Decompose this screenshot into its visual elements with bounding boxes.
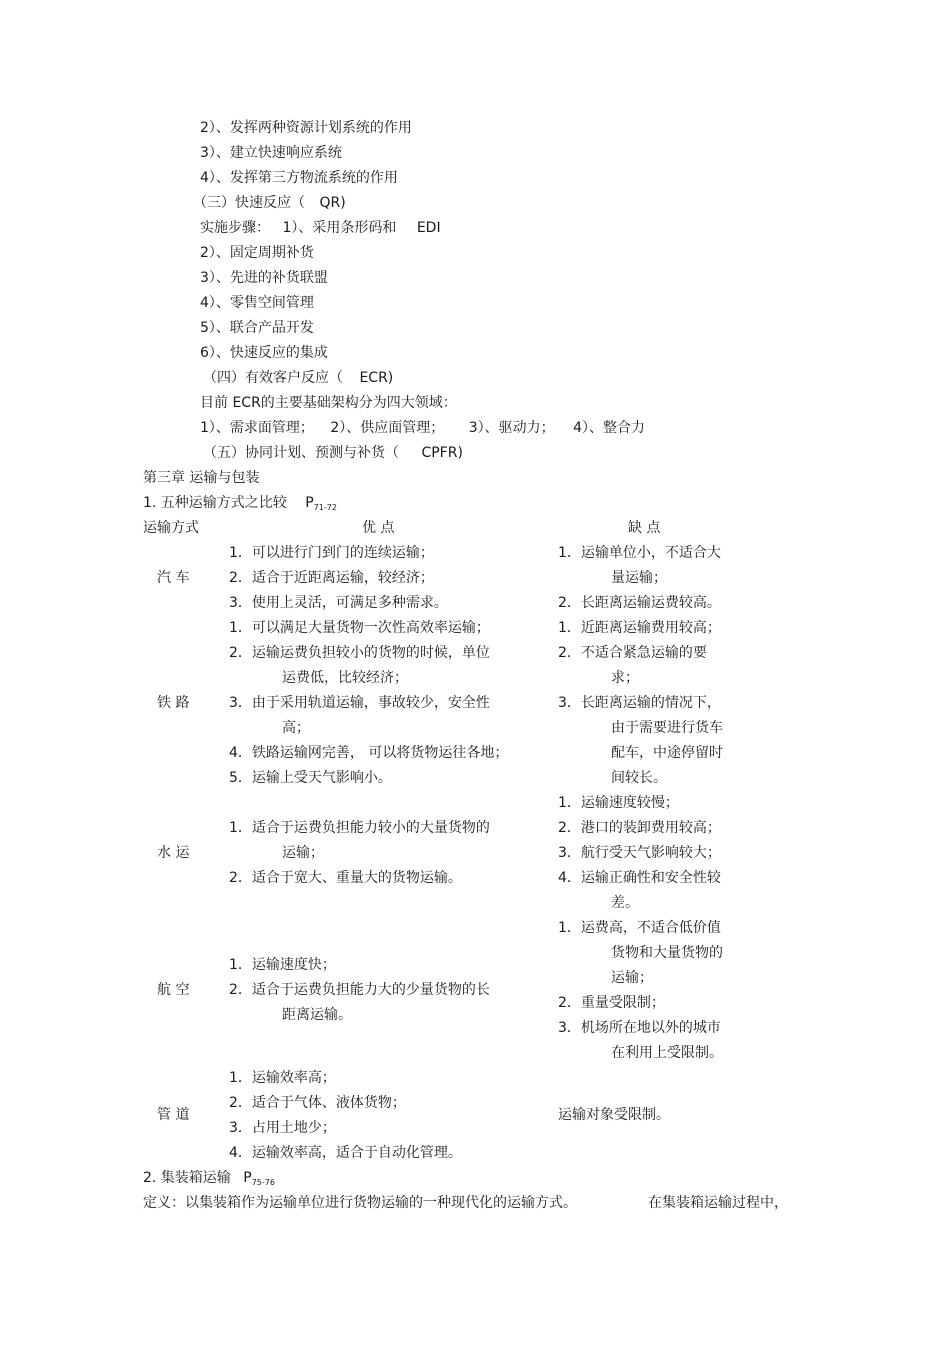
- heading-abbr: QR): [319, 195, 346, 211]
- list-item: 3）、先进的补货联盟: [200, 270, 328, 286]
- definition-text: 定义：以集装箱作为运输单位进行货物运输的一种现代化的运输方式。: [143, 1195, 577, 1211]
- table-cell-con: 3．长距离运输的情况下，: [558, 695, 721, 711]
- section-title-text: 1. 五种运输方式之比较: [143, 495, 287, 511]
- list-item: 2）、固定周期补货: [200, 245, 314, 261]
- table-cell-pro: 3．占用土地少；: [229, 1120, 336, 1136]
- list-item: 5）、联合产品开发: [200, 320, 314, 336]
- table-cell-pro: 4．运输效率高，适合于自动化管理。: [229, 1145, 462, 1161]
- step-abbr: EDI: [416, 220, 441, 236]
- table-cell-con: 配车，中途停留时: [611, 745, 723, 761]
- table-cell-pro: 2．运输运费负担较小的货物的时候，单位: [229, 645, 490, 661]
- table-cell-con: 量运输；: [611, 570, 667, 586]
- page-ref-range: 71-72: [313, 503, 337, 512]
- table-cell-pro: 3．由于采用轨道运输，事故较少，安全性: [229, 695, 490, 711]
- heading-text: （三）快速反应（: [193, 195, 305, 211]
- heading-abbr: CPFR): [421, 445, 463, 461]
- list-item: 4）、零售空间管理: [200, 295, 314, 311]
- chapter-title: 第三章 运输与包装: [143, 470, 260, 486]
- table-cell-pro: 1．运输速度快；: [229, 957, 336, 973]
- table-row-mode: 铁 路: [157, 695, 190, 711]
- ecr-area: 1）、需求面管理；: [200, 420, 314, 436]
- heading-ecr: [203, 368, 393, 388]
- ecr-areas: [200, 418, 645, 438]
- heading-qr: [193, 193, 346, 213]
- heading-cpfr: [203, 443, 463, 463]
- list-item: 6）、快速反应的集成: [200, 345, 328, 361]
- table-cell-pro: 运费低，比较经济；: [282, 670, 408, 686]
- list-item: 2）、发挥两种资源计划系统的作用: [200, 120, 412, 136]
- heading-text: （五）协同计划、预测与补货（: [203, 445, 399, 461]
- ecr-intro: 目前 ECR的主要基础架构分为四大领域：: [200, 395, 457, 411]
- table-cell-con: 差。: [611, 895, 639, 911]
- page-ref-letter: P: [243, 1170, 252, 1186]
- table-cell-con: 4．运输正确性和安全性较: [558, 870, 721, 886]
- table-cell-con: 货物和大量货物的: [611, 945, 723, 961]
- table-cell-con: 2．重量受限制；: [558, 995, 665, 1011]
- ecr-area: 4）、整合力: [573, 420, 646, 436]
- table-cell-pro: 4．铁路运输网完善， 可以将货物运往各地；: [229, 745, 509, 761]
- table-row-mode: 水 运: [157, 845, 190, 861]
- table-cell-con: 运输；: [611, 970, 653, 986]
- page-ref: [305, 495, 337, 511]
- table-cell-con: 由于需要进行货车: [611, 720, 723, 736]
- table-cell-con: 1．运输速度较慢；: [558, 795, 679, 811]
- table-cell-pro: 3．使用上灵活，可满足多种需求。: [229, 595, 448, 611]
- table-cell-pro: 距离运输。: [282, 1007, 352, 1023]
- table-cell-pro: 2．适合于气体、液体货物；: [229, 1095, 406, 1111]
- table-row-mode: 管 道: [157, 1107, 190, 1123]
- table-cell-pro: 2．适合于运费负担能力大的少量货物的长: [229, 982, 490, 998]
- table-cell-pro: 1．可以满足大量货物一次性高效率运输；: [229, 620, 490, 636]
- step-text: 1）、采用条形码和: [282, 220, 397, 236]
- table-cell-con: 1．运输单位小，不适合大: [558, 545, 721, 561]
- table-header-mode: 运输方式: [143, 520, 199, 536]
- qr-steps-line: [200, 218, 441, 238]
- table-header-pros: 优 点: [362, 520, 395, 536]
- section-title-text: 2. 集装箱运输: [143, 1170, 231, 1186]
- list-item: 3）、建立快速响应系统: [200, 145, 342, 161]
- ecr-area: 3）、驱动力；: [468, 420, 555, 436]
- table-row-mode: 汽 车: [157, 570, 190, 586]
- table-cell-con: 求；: [611, 670, 639, 686]
- section-title: [143, 1168, 275, 1188]
- table-cell-pro: 运输；: [282, 845, 324, 861]
- ecr-area: 2）、供应面管理；: [330, 420, 445, 436]
- table-cell-pro: 2．适合于近距离运输，较经济；: [229, 570, 434, 586]
- table-cell-con: 3．航行受天气影响较大；: [558, 845, 721, 861]
- definition-continuation: 在集装箱运输过程中，: [648, 1195, 788, 1211]
- table-cell-pro: 1．适合于运费负担能力较小的大量货物的: [229, 820, 490, 836]
- table-cell-con: 2．不适合紧急运输的要: [558, 645, 707, 661]
- table-cell-con: 1．运费高，不适合低价值: [558, 920, 721, 936]
- table-cell-con: 间较长。: [611, 770, 667, 786]
- table-row-mode: 航 空: [157, 982, 190, 998]
- steps-label: 实施步骤：: [200, 220, 270, 236]
- table-cell-pro: 高；: [282, 720, 310, 736]
- table-header-cons: 缺 点: [628, 520, 661, 536]
- table-cell-con: 1．近距离运输费用较高；: [558, 620, 721, 636]
- section-title: [143, 493, 337, 513]
- table-cell-con: 2．港口的装卸费用较高；: [558, 820, 721, 836]
- list-item: 4）、发挥第三方物流系统的作用: [200, 170, 398, 186]
- table-cell-pro: 2．适合于宽大、重量大的货物运输。: [229, 870, 462, 886]
- page-ref-letter: P: [305, 495, 314, 511]
- table-cell-con: 3．机场所在地以外的城市: [558, 1020, 721, 1036]
- heading-text: （四）有效客户反应（: [203, 370, 343, 386]
- table-cell-con: 2．长距离运输运费较高。: [558, 595, 721, 611]
- page-ref: [243, 1170, 275, 1186]
- page-ref-range: 75-76: [251, 1178, 275, 1187]
- heading-abbr: ECR): [359, 370, 394, 386]
- table-cell-pro: 1．可以进行门到门的连续运输；: [229, 545, 434, 561]
- table-cell-con: 在利用上受限制。: [611, 1045, 723, 1061]
- table-cell-pro: 5．运输上受天气影响小。: [229, 770, 392, 786]
- table-cell-pro: 1．运输效率高；: [229, 1070, 336, 1086]
- table-cell-con: 运输对象受限制。: [558, 1107, 670, 1123]
